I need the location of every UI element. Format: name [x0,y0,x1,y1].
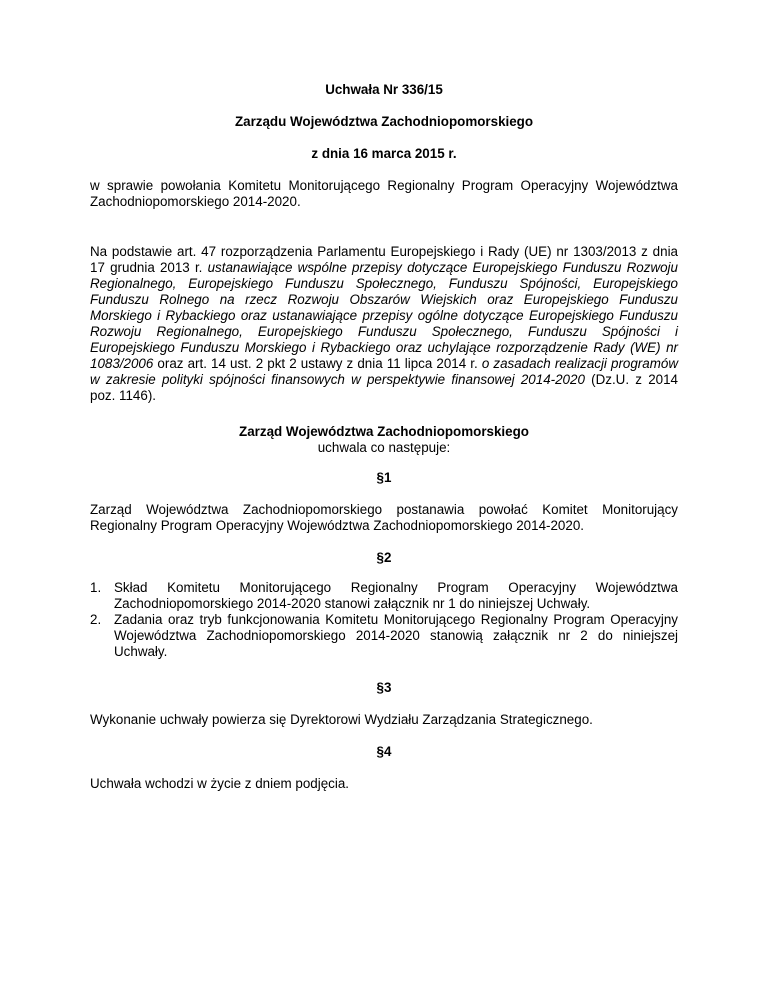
list-item-number: 2. [90,612,102,627]
resolution-issuer: Zarządu Województwa Zachodniopomorskiego [234,114,534,129]
list-item [90,580,678,612]
legal-basis-text-3: (Dz.U. z 2014 poz. 1146). [90,372,678,403]
resolution-date: z dnia 16 marca 2015 r. [311,146,457,161]
board-resolves: uchwala co następuje: [317,440,451,455]
section-3-heading: §3 [376,680,392,695]
legal-basis [90,244,678,404]
list-item-text: Skład Komitetu Monitorującego Regionalny Program Operacyjny Województwa Zachodniopomorskiego 2014-2020 stanowi załącznik nr 1 do niniejszej Uchwały. [114,580,678,611]
legal-basis-regulation-title: ustanawiające wspólne przepisy dotyczące Europejskiego Funduszu Rozwoju Regionalnego, Europejskiego Funduszu Społecznego, Funduszu Spójności, Europejskiego Funduszu Rolnego na rzecz Rozwoju Obszarów Wiejskich oraz Europejskiego Funduszu Morskiego i Rybackiego oraz ustanawiające przepisy ogólne dotyczące Europejskiego Funduszu Rozwoju Regionalnego, Europejskiego Funduszu Społecznego, Funduszu Spójności i Europejskiego Funduszu Morskiego i Rybackiego oraz uchylające rozporządzenie Rady (WE) nr 1083/2006 [90,260,678,371]
section-4-heading: §4 [376,744,392,759]
resolution-subject: w sprawie powołania Komitetu Monitorującego Regionalny Program Operacyjny Województwa Zachodniopomorskiego 2014-2020. [90,178,678,209]
list-item-text: Zadania oraz tryb funkcjonowania Komitetu Monitorującego Regionalny Program Operacyjny Województwa Zachodniopomorskiego 2014-2020 stanowią załącznik nr 2 do niniejszej Uchwały. [114,612,678,659]
section-2-list [90,580,678,660]
section-1-heading: §1 [376,470,392,485]
legal-basis-text-1: Na podstawie art. 47 rozporządzenia Parlamentu Europejskiego i Rady (UE) nr 1303/2013 z dnia 17 grudnia 2013 r. [90,244,678,275]
list-item [90,612,678,660]
board-title: Zarząd Województwa Zachodniopomorskiego [239,424,529,439]
section-4-body: Uchwała wchodzi w życie z dniem podjęcia. [90,776,349,791]
legal-basis-text-2: oraz art. 14 ust. 2 pkt 2 ustawy z dnia 11 lipca 2014 r. [153,356,482,371]
section-2-heading: §2 [376,550,392,565]
resolution-number: Uchwała Nr 336/15 [325,82,443,97]
legal-basis-act-title: o zasadach realizacji programów w zakresie polityki spójności finansowych w perspektywie finansowej 2014-2020 [90,356,678,387]
section-1-body: Zarząd Województwa Zachodniopomorskiego postanawia powołać Komitet Monitorujący Regionalny Program Operacyjny Województwa Zachodniopomorskiego 2014-2020. [90,502,678,533]
list-item-number: 1. [90,580,102,595]
section-3-body: Wykonanie uchwały powierza się Dyrektorowi Wydziału Zarządzania Strategicznego. [90,712,593,727]
